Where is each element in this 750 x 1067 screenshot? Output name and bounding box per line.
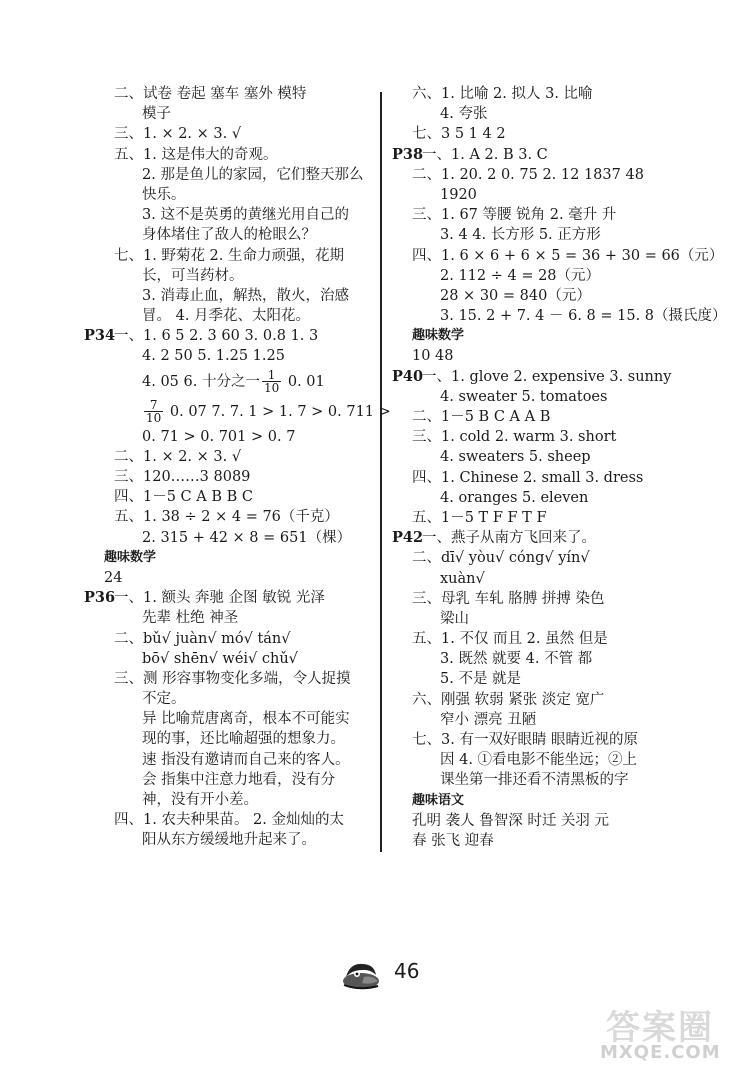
- answer-text-main: 4. sweaters 5. sheep: [440, 449, 591, 466]
- answer-line: [84, 367, 382, 397]
- answer-text: [440, 609, 469, 629]
- answer-text-main: 七、1. 野菊花 2. 生命力顽强，花期: [114, 247, 344, 264]
- answer-text: [142, 649, 298, 669]
- answer-line: [392, 427, 688, 447]
- answer-text-main: 三、1. 67 等腰 锐角 2. 毫升 升: [412, 207, 617, 224]
- answer-line: [84, 669, 382, 689]
- answer-text-main: 4. 夸张: [440, 106, 488, 123]
- section-heading: [412, 326, 464, 346]
- answer-line: [392, 609, 688, 629]
- answer-line: [392, 548, 688, 568]
- cartoon-mascot-icon: [340, 955, 382, 991]
- answer-text-main: 长，可当药材。: [142, 267, 244, 284]
- answer-line: [392, 165, 688, 185]
- answer-text: [142, 830, 316, 850]
- answer-text-main: 四、1. 农夫种果苗。 2. 金灿灿的太: [114, 812, 344, 829]
- answer-line: [84, 487, 382, 507]
- answer-text-main: 三、母乳 车轧 胳膊 拼搏 染色: [412, 590, 605, 607]
- answer-text-main: 4. sweater 5. tomatoes: [440, 388, 608, 405]
- answer-text-main: 三、1. × 2. × 3. √: [114, 126, 242, 143]
- answer-line: [84, 790, 382, 810]
- answer-text-after-fraction: 0. 01: [283, 373, 325, 390]
- answer-text: [440, 569, 485, 589]
- answer-text-main: 梁山: [440, 610, 469, 627]
- answer-text-main: 先辈 杜绝 神圣: [142, 610, 239, 627]
- answer-text-main: 窄小 漂亮 丑陋: [440, 711, 537, 728]
- answer-text: [412, 690, 604, 710]
- answer-text: [412, 468, 643, 488]
- answer-line: [84, 709, 382, 729]
- answer-line: [84, 397, 391, 427]
- answer-text: [412, 205, 616, 225]
- answer-line: [392, 266, 688, 286]
- answer-text-main: 会 指集中注意力地看，没有分: [142, 771, 336, 788]
- answer-text: [142, 205, 349, 225]
- answer-text-main: 四、1. 6 × 6 + 6 × 5 = 36 + 30 = 66（元）: [412, 247, 724, 264]
- answer-text-after-fraction: 0. 07 7. 7. 1 > 1. 7 > 0. 711 >: [165, 403, 391, 420]
- answer-line: [84, 124, 382, 144]
- answer-line: [84, 266, 382, 286]
- answer-text: [412, 124, 506, 144]
- answer-line: [392, 205, 688, 225]
- answer-line: [392, 488, 688, 508]
- answer-line: [392, 669, 688, 689]
- answer-text-main: 24: [104, 569, 123, 586]
- site-watermark: [600, 1000, 750, 1067]
- answer-text-main: 三、120……3 8089: [114, 469, 251, 485]
- fraction: [262, 369, 281, 394]
- answer-text-main: 28 × 30 = 840（元）: [440, 287, 591, 304]
- answer-line: [392, 649, 688, 669]
- answer-text: [114, 246, 344, 266]
- answer-line: [392, 246, 724, 266]
- answer-text-main: 0. 71 > 0. 701 > 0. 7: [142, 428, 296, 445]
- answer-text-main: 七、3 5 1 4 2: [412, 126, 506, 143]
- answer-text: [142, 770, 335, 790]
- answer-text: [142, 165, 363, 185]
- answer-text-main: 身体堵住了敌人的枪眼么？: [142, 227, 316, 244]
- answer-line: [84, 770, 382, 790]
- answer-text-main: 2. 那是鱼儿的家园，它们整天那么: [142, 166, 364, 183]
- answer-text-main: 趣味语文: [412, 792, 465, 808]
- answer-line: [84, 306, 382, 326]
- answer-line: [392, 306, 727, 326]
- answer-text-main: 二、1－5 B C A A B: [412, 409, 551, 425]
- answer-line: [84, 629, 382, 649]
- answer-text-main: 一、1. A 2. B 3. C: [422, 146, 548, 163]
- answer-line: [392, 104, 688, 124]
- answer-line: [84, 145, 382, 165]
- answer-text: [114, 810, 344, 830]
- answer-line: [392, 589, 688, 609]
- answer-text: [114, 326, 318, 346]
- answer-text: [142, 286, 349, 306]
- answer-text-main: 三、测 形容事物变化多端，令人捉摸: [114, 670, 351, 687]
- answer-text: [440, 649, 592, 669]
- answer-text: [412, 165, 644, 185]
- answer-text-main: 速 指没有邀请而自己来的客人。: [142, 751, 350, 768]
- answer-line: [392, 690, 688, 710]
- answer-text-main: 五、1. 38 ÷ 2 × 4 = 76（千克）: [114, 509, 339, 526]
- answer-text: [412, 346, 454, 366]
- answer-text: [440, 488, 588, 508]
- answer-text-main: 二、dī√ yòu√ cóng√ yín√: [412, 550, 590, 567]
- answer-text: [114, 145, 277, 165]
- answer-text-main: 春 张飞 迎春: [412, 832, 494, 849]
- page-number: 46: [394, 959, 420, 983]
- answer-text-main: 五、1－5 T F F T F: [412, 509, 547, 526]
- answer-text-main: 神，没有开小差。: [142, 792, 258, 808]
- answer-line: [84, 447, 382, 467]
- answer-text: [142, 185, 186, 205]
- answer-text: [412, 246, 723, 266]
- answer-text-main: 异 比喻荒唐离奇，根本不可能实: [142, 711, 350, 728]
- answer-text-main: 3. 既然 就要 4. 不管 都: [440, 651, 593, 668]
- answer-line: [84, 165, 382, 185]
- answer-line: [84, 205, 382, 225]
- answer-text: [440, 669, 521, 689]
- answer-text-main: 2. 315 + 42 × 8 = 651（棵）: [142, 529, 352, 546]
- answer-text-main: 一、1. 6 5 2. 3 60 3. 0.8 1. 3: [114, 328, 319, 345]
- answer-text: [412, 629, 608, 649]
- answer-text: [412, 407, 550, 427]
- answer-text: [412, 84, 593, 104]
- answer-text: [142, 397, 391, 427]
- answer-line: [392, 508, 688, 528]
- answer-text: [412, 508, 547, 528]
- answer-line: [392, 569, 688, 589]
- section-heading: [412, 791, 464, 811]
- answer-text-main: 五、1. 这是伟大的奇观。: [114, 146, 278, 163]
- answer-text-main: bō√ shēn√ wéi√ chǔ√: [142, 650, 298, 667]
- answer-text: [412, 427, 616, 447]
- answer-text: [142, 104, 171, 124]
- answer-text-main: 模子: [142, 106, 171, 123]
- answer-text: [114, 84, 306, 104]
- answer-line: [392, 225, 688, 245]
- answer-text-main: 三、1. cold 2. warm 3. short: [412, 429, 617, 446]
- answer-text-main: xuàn√: [440, 570, 485, 587]
- answer-text-main: 一、1. glove 2. expensive 3. sunny: [422, 368, 672, 385]
- answer-text: [142, 306, 310, 326]
- answer-text: [440, 387, 607, 407]
- answer-text-main: 四、1－5 C A B B C: [114, 489, 253, 506]
- answer-text: [412, 730, 638, 750]
- answer-line: [84, 84, 382, 104]
- answer-line: [392, 730, 688, 750]
- answer-text-main: 七、3. 有一双好眼睛 眼睛近视的原: [412, 732, 639, 748]
- answer-line: [392, 710, 688, 730]
- answer-text-main: 趣味数学: [104, 549, 157, 565]
- fraction-denominator: 10: [146, 411, 162, 426]
- answer-text-main: 一、1. 额头 奔驰 企图 敏锐 光泽: [114, 590, 325, 607]
- answer-text: [142, 225, 316, 245]
- answer-text: [142, 528, 351, 548]
- answer-text-main: 孔明 袭人 鲁智深 时迁 关羽 元: [412, 812, 610, 829]
- answer-text: [440, 185, 477, 205]
- answer-text-main: 课坐第一排还看不清黑板的字: [440, 772, 629, 789]
- answer-line: [84, 528, 382, 548]
- answer-text: [114, 447, 241, 467]
- answer-text: [412, 831, 494, 851]
- answer-text: [440, 710, 536, 730]
- answer-text: [440, 104, 487, 124]
- answer-line: [392, 185, 688, 205]
- fraction-numerator: 1: [267, 368, 276, 383]
- answer-text-main: 3. 消毒止血，解热，散火，治感: [142, 287, 349, 304]
- answer-text-main: 10 48: [412, 348, 454, 365]
- section-heading: [104, 548, 156, 568]
- answer-line: [84, 608, 382, 628]
- answer-text: [142, 790, 258, 810]
- page-reference-label: P38: [392, 145, 424, 163]
- answer-text: [142, 266, 244, 286]
- answer-text: [422, 528, 596, 548]
- page-reference-label: P34: [84, 327, 116, 345]
- answer-line: [84, 568, 382, 588]
- watermark-url-text: MXQE.COM: [600, 1042, 721, 1063]
- answer-text-main: 二、1. 20. 2 0. 75 2. 12 1837 48: [412, 166, 644, 183]
- answer-line: [392, 326, 688, 346]
- answer-text: [142, 608, 238, 628]
- answer-line: [84, 750, 382, 770]
- page-reference-label: P40: [392, 367, 424, 385]
- answer-line: [84, 507, 382, 527]
- answer-text-main: 4. oranges 5. eleven: [440, 489, 589, 506]
- page-reference-label: P36: [84, 589, 116, 607]
- right-column: [392, 84, 727, 851]
- answer-text: [440, 306, 727, 326]
- answer-text-main: 不定。: [142, 691, 186, 708]
- page-reference-label: P42: [392, 529, 424, 547]
- answer-text: [440, 770, 629, 790]
- answer-text: [412, 811, 609, 831]
- answer-text: [142, 750, 350, 770]
- answer-text-main: 3. 4 4. 长方形 5. 正方形: [440, 227, 601, 244]
- answer-text-main: 3. 这不是英勇的黄继光用自己的: [142, 207, 349, 224]
- answer-text: [142, 346, 285, 366]
- answer-text: [114, 629, 291, 649]
- answer-text-main: 2. 112 ÷ 4 = 28（元）: [440, 267, 601, 284]
- answer-line: [84, 548, 382, 568]
- answer-line: [84, 427, 382, 447]
- answer-text: [412, 548, 590, 568]
- answer-line: [392, 791, 688, 811]
- answer-text: [104, 568, 122, 588]
- answer-text-main: 四、1. Chinese 2. small 3. dress: [412, 469, 644, 486]
- answer-line: [84, 588, 382, 608]
- answer-line: [392, 124, 688, 144]
- answer-text: [114, 588, 325, 608]
- answer-line: [392, 367, 688, 387]
- answer-text: [142, 709, 350, 729]
- answer-text-main: 4. 05 6. 十分之一: [142, 373, 260, 390]
- page-footer: [0, 955, 750, 995]
- answer-line: [392, 387, 688, 407]
- answer-text: [440, 266, 600, 286]
- answer-text: [142, 729, 345, 749]
- answer-text-main: 快乐。: [142, 186, 186, 203]
- answer-text-main: 现的事，还比喻超强的想象力。: [142, 731, 345, 748]
- watermark-logo-text: 答案圈: [606, 1008, 714, 1048]
- answer-text-main: 阳从东方缓缓地升起来了。: [142, 832, 316, 849]
- answer-line: [392, 447, 688, 467]
- answer-text: [440, 447, 591, 467]
- answer-line: [84, 286, 382, 306]
- answer-line: [392, 346, 688, 366]
- answer-text-main: 趣味数学: [412, 328, 465, 344]
- answer-text: [440, 286, 591, 306]
- answer-line: [392, 770, 688, 790]
- answer-text-main: 1920: [440, 186, 477, 203]
- answer-text: [412, 589, 604, 609]
- answer-line: [392, 750, 688, 770]
- answer-text: [142, 367, 325, 397]
- answer-line: [392, 84, 688, 104]
- answer-line: [84, 467, 382, 487]
- answer-text: [422, 145, 548, 165]
- fraction-numerator: 7: [149, 398, 158, 413]
- answer-line: [84, 649, 382, 669]
- answer-text-main: 因 4. ①看电影不能坐远；②上: [440, 752, 638, 769]
- answer-text: [114, 669, 351, 689]
- answer-text: [114, 487, 253, 507]
- answer-line: [84, 346, 382, 366]
- answer-line: [392, 145, 688, 165]
- answer-line: [392, 407, 688, 427]
- answer-text: [422, 367, 671, 387]
- answer-line: [392, 831, 688, 851]
- answer-text: [114, 124, 241, 144]
- answer-text: [114, 507, 339, 527]
- answer-line: [392, 286, 688, 306]
- answer-text-main: 五、1. 不仅 而且 2. 虽然 但是: [412, 631, 608, 648]
- answer-line: [84, 185, 382, 205]
- answer-text-main: 一、燕子从南方飞回来了。: [422, 530, 596, 547]
- answer-text-main: 4. 2 50 5. 1.25 1.25: [142, 348, 285, 365]
- answer-line: [84, 830, 382, 850]
- answer-text: [142, 689, 186, 709]
- answer-line: [84, 246, 382, 266]
- answer-text-main: 六、1. 比喻 2. 拟人 3. 比喻: [412, 86, 593, 102]
- answer-text-main: 二、试卷 卷起 塞车 塞外 模特: [114, 86, 307, 102]
- fraction-denominator: 10: [263, 381, 280, 396]
- answer-line: [392, 811, 688, 831]
- answer-text: [114, 467, 250, 487]
- answer-line: [84, 225, 382, 245]
- answer-text-main: 3. 15. 2 + 7. 4 － 6. 8 = 15. 8（摄氏度）: [440, 308, 727, 325]
- answer-line: [84, 104, 382, 124]
- answer-text-main: 六、刚强 软弱 紧张 淡定 宽广: [412, 691, 605, 708]
- answer-text-main: 二、1. × 2. × 3. √: [114, 448, 242, 465]
- answer-line: [84, 326, 382, 346]
- answer-line: [392, 468, 688, 488]
- answer-text-main: 二、bǔ√ juàn√ mó√ tán√: [114, 630, 291, 647]
- answer-line: [84, 810, 382, 830]
- answer-line: [84, 689, 382, 709]
- answer-line: [392, 528, 688, 548]
- answer-text: [440, 225, 601, 245]
- fraction: [144, 399, 163, 424]
- answer-line: [392, 629, 688, 649]
- answer-text-main: 冒。 4. 月季花、太阳花。: [142, 308, 311, 325]
- left-column: [84, 84, 391, 851]
- answer-text-main: 5. 不是 就是: [440, 671, 522, 688]
- answer-text: [440, 750, 637, 770]
- answer-line: [84, 729, 382, 749]
- answer-text: [142, 427, 295, 447]
